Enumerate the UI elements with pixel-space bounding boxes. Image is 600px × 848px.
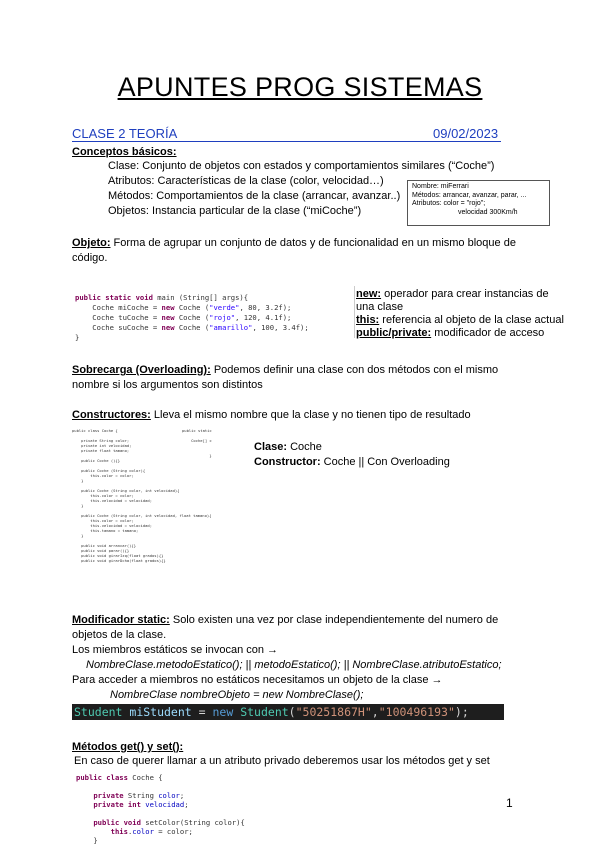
modificador-text-3: Los miembros estáticos se invocan con → bbox=[72, 644, 279, 656]
concept-clase: Clase: Conjunto de objetos con estados y comportamientos similares (“Coche”) bbox=[108, 160, 495, 172]
code-line: } bbox=[182, 453, 212, 458]
object-box-line: Métodos: arrancar, avanzar, parar, ... bbox=[412, 191, 527, 199]
this-text: referencia al objeto de la clase actual bbox=[379, 314, 564, 326]
this-label: this: bbox=[356, 314, 380, 326]
code-line: this.color = color; bbox=[72, 518, 134, 523]
notes-divider bbox=[354, 286, 355, 338]
constructores-paragraph bbox=[72, 408, 471, 423]
getset-text: En caso de querer llamar a un atributo privado deberemos usar los métodos get y set bbox=[74, 755, 490, 767]
page-number: 1 bbox=[506, 796, 513, 810]
sobrecarga-text: Podemos definir una clase con dos métodos con el mismo bbox=[210, 364, 499, 376]
public-private-text: modificador de acceso bbox=[431, 327, 545, 339]
concept-metodos: Métodos: Comportamientos de la clase (arrancar, avanzar..) bbox=[108, 190, 401, 202]
object-example-box bbox=[407, 180, 550, 226]
object-box-line: Nombre: miFerrari bbox=[412, 183, 469, 190]
instance-syntax: NombreClase nombreObjeto = new NombreClase(); bbox=[110, 689, 364, 701]
clase-note bbox=[254, 440, 450, 470]
code-line: public void arrancar(){} bbox=[72, 543, 137, 548]
new-label: new: bbox=[356, 288, 382, 300]
modificador-text-2: objetos de la clase. bbox=[72, 629, 167, 641]
code-line: public void parar(){} bbox=[72, 548, 130, 553]
code-line: this.tamano = tamano; bbox=[72, 528, 139, 533]
code-block-constructors bbox=[72, 428, 248, 596]
page-title: APUNTES PROG SISTEMAS bbox=[117, 72, 483, 102]
code-line: this.velocidad = velocidad; bbox=[72, 523, 153, 528]
code-line: public class Coche { bbox=[72, 428, 118, 433]
header-underline bbox=[72, 141, 501, 142]
keyword-notes bbox=[356, 288, 566, 340]
code-line: Coche[] c bbox=[182, 438, 212, 443]
code-line: } bbox=[72, 503, 84, 508]
object-box-line: Atributos: color = "rojo"; bbox=[412, 200, 486, 207]
constructor-label: Constructor: bbox=[254, 456, 321, 468]
code-block-getset: public class Coche { private String color; private int velocidad; public void setColor(String color){ this.color = color; } bbox=[76, 773, 245, 845]
sobrecarga-text-2: nombre si los argumentos son distintos bbox=[72, 379, 263, 391]
new-text: operador para crear instancias de una clase bbox=[356, 288, 549, 313]
code-line: } bbox=[72, 533, 84, 538]
student-code-line: Student miStudent = new Student("50251867H","100496193"); bbox=[72, 704, 504, 720]
code-line: private String color; bbox=[72, 438, 130, 443]
code-line: private int velocidad; bbox=[72, 443, 132, 448]
objeto-paragraph bbox=[72, 236, 542, 266]
clase-text: Coche bbox=[287, 441, 322, 453]
getset-heading: Métodos get() y set(): bbox=[72, 741, 184, 753]
code-line: public Coche (String color, int velocidad){ bbox=[72, 488, 180, 493]
date: 09/02/2023 bbox=[433, 126, 499, 141]
modificador-text-5: Para acceder a miembros no estáticos necesitamos un objeto de la clase → bbox=[72, 674, 443, 686]
code-line: private float tamano; bbox=[72, 448, 130, 453]
code-line: this.color = color; bbox=[72, 493, 134, 498]
sobrecarga-label: Sobrecarga (Overloading): bbox=[72, 364, 211, 376]
code-block-side bbox=[182, 428, 212, 458]
modificador-text: Solo existen una vez por clase independientemente del numero de bbox=[169, 614, 499, 626]
objeto-text: Forma de agrupar un conjunto de datos y de funcionalidad en un mismo bloque de bbox=[110, 237, 516, 249]
code-block-main: public static void main (String[] args){ Coche miCoche = new Coche ("verde", 80, 3.2f); Coche tuCoche = new Coche ("rojo", 120, 4.1f); Coche suCoche = new Coche ("amarillo", 100, 3.4f); } bbox=[75, 293, 309, 342]
class-label: CLASE 2 TEORÍA bbox=[72, 126, 178, 141]
constructor-text: Coche || Con Overloading bbox=[320, 456, 450, 468]
modificador-label: Modificador static: bbox=[72, 614, 170, 626]
static-syntax: NombreClase.metodoEstatico(); || metodoEstatico(); || NombreClase.atributoEstatico; bbox=[86, 659, 502, 671]
code-line: this.velocidad = velocidad; bbox=[72, 498, 153, 503]
code-line: public void girarIzq(float grados){} bbox=[72, 553, 164, 558]
modificador-paragraph bbox=[72, 613, 552, 703]
concept-atributos: Atributos: Características de la clase (color, velocidad…) bbox=[108, 175, 384, 187]
code-line: public Coche (String color, int velocidad, float tamano){ bbox=[72, 513, 212, 518]
code-line: public void girarDcha(float grados){} bbox=[72, 558, 166, 563]
sobrecarga-paragraph bbox=[72, 363, 542, 393]
objeto-label: Objeto: bbox=[72, 237, 111, 249]
code-line: } bbox=[72, 478, 84, 483]
concept-objetos: Objetos: Instancia particular de la clase (“miCoche”) bbox=[108, 205, 362, 217]
code-line: public Coche (String color){ bbox=[72, 468, 146, 473]
clase-label: Clase: bbox=[254, 441, 288, 453]
constructores-text: Lleva el mismo nombre que la clase y no tienen tipo de resultado bbox=[150, 409, 471, 421]
code-line: public Coche (){} bbox=[72, 458, 121, 463]
code-line: public static bbox=[182, 428, 212, 433]
object-box-line: velocidad 300Km/h bbox=[458, 208, 518, 216]
constructores-label: Constructores: bbox=[72, 409, 151, 421]
public-private-label: public/private: bbox=[356, 327, 432, 339]
conceptos-heading: Conceptos básicos: bbox=[72, 146, 177, 158]
objeto-text-2: código. bbox=[72, 252, 108, 264]
code-line: this.color = color; bbox=[72, 473, 134, 478]
